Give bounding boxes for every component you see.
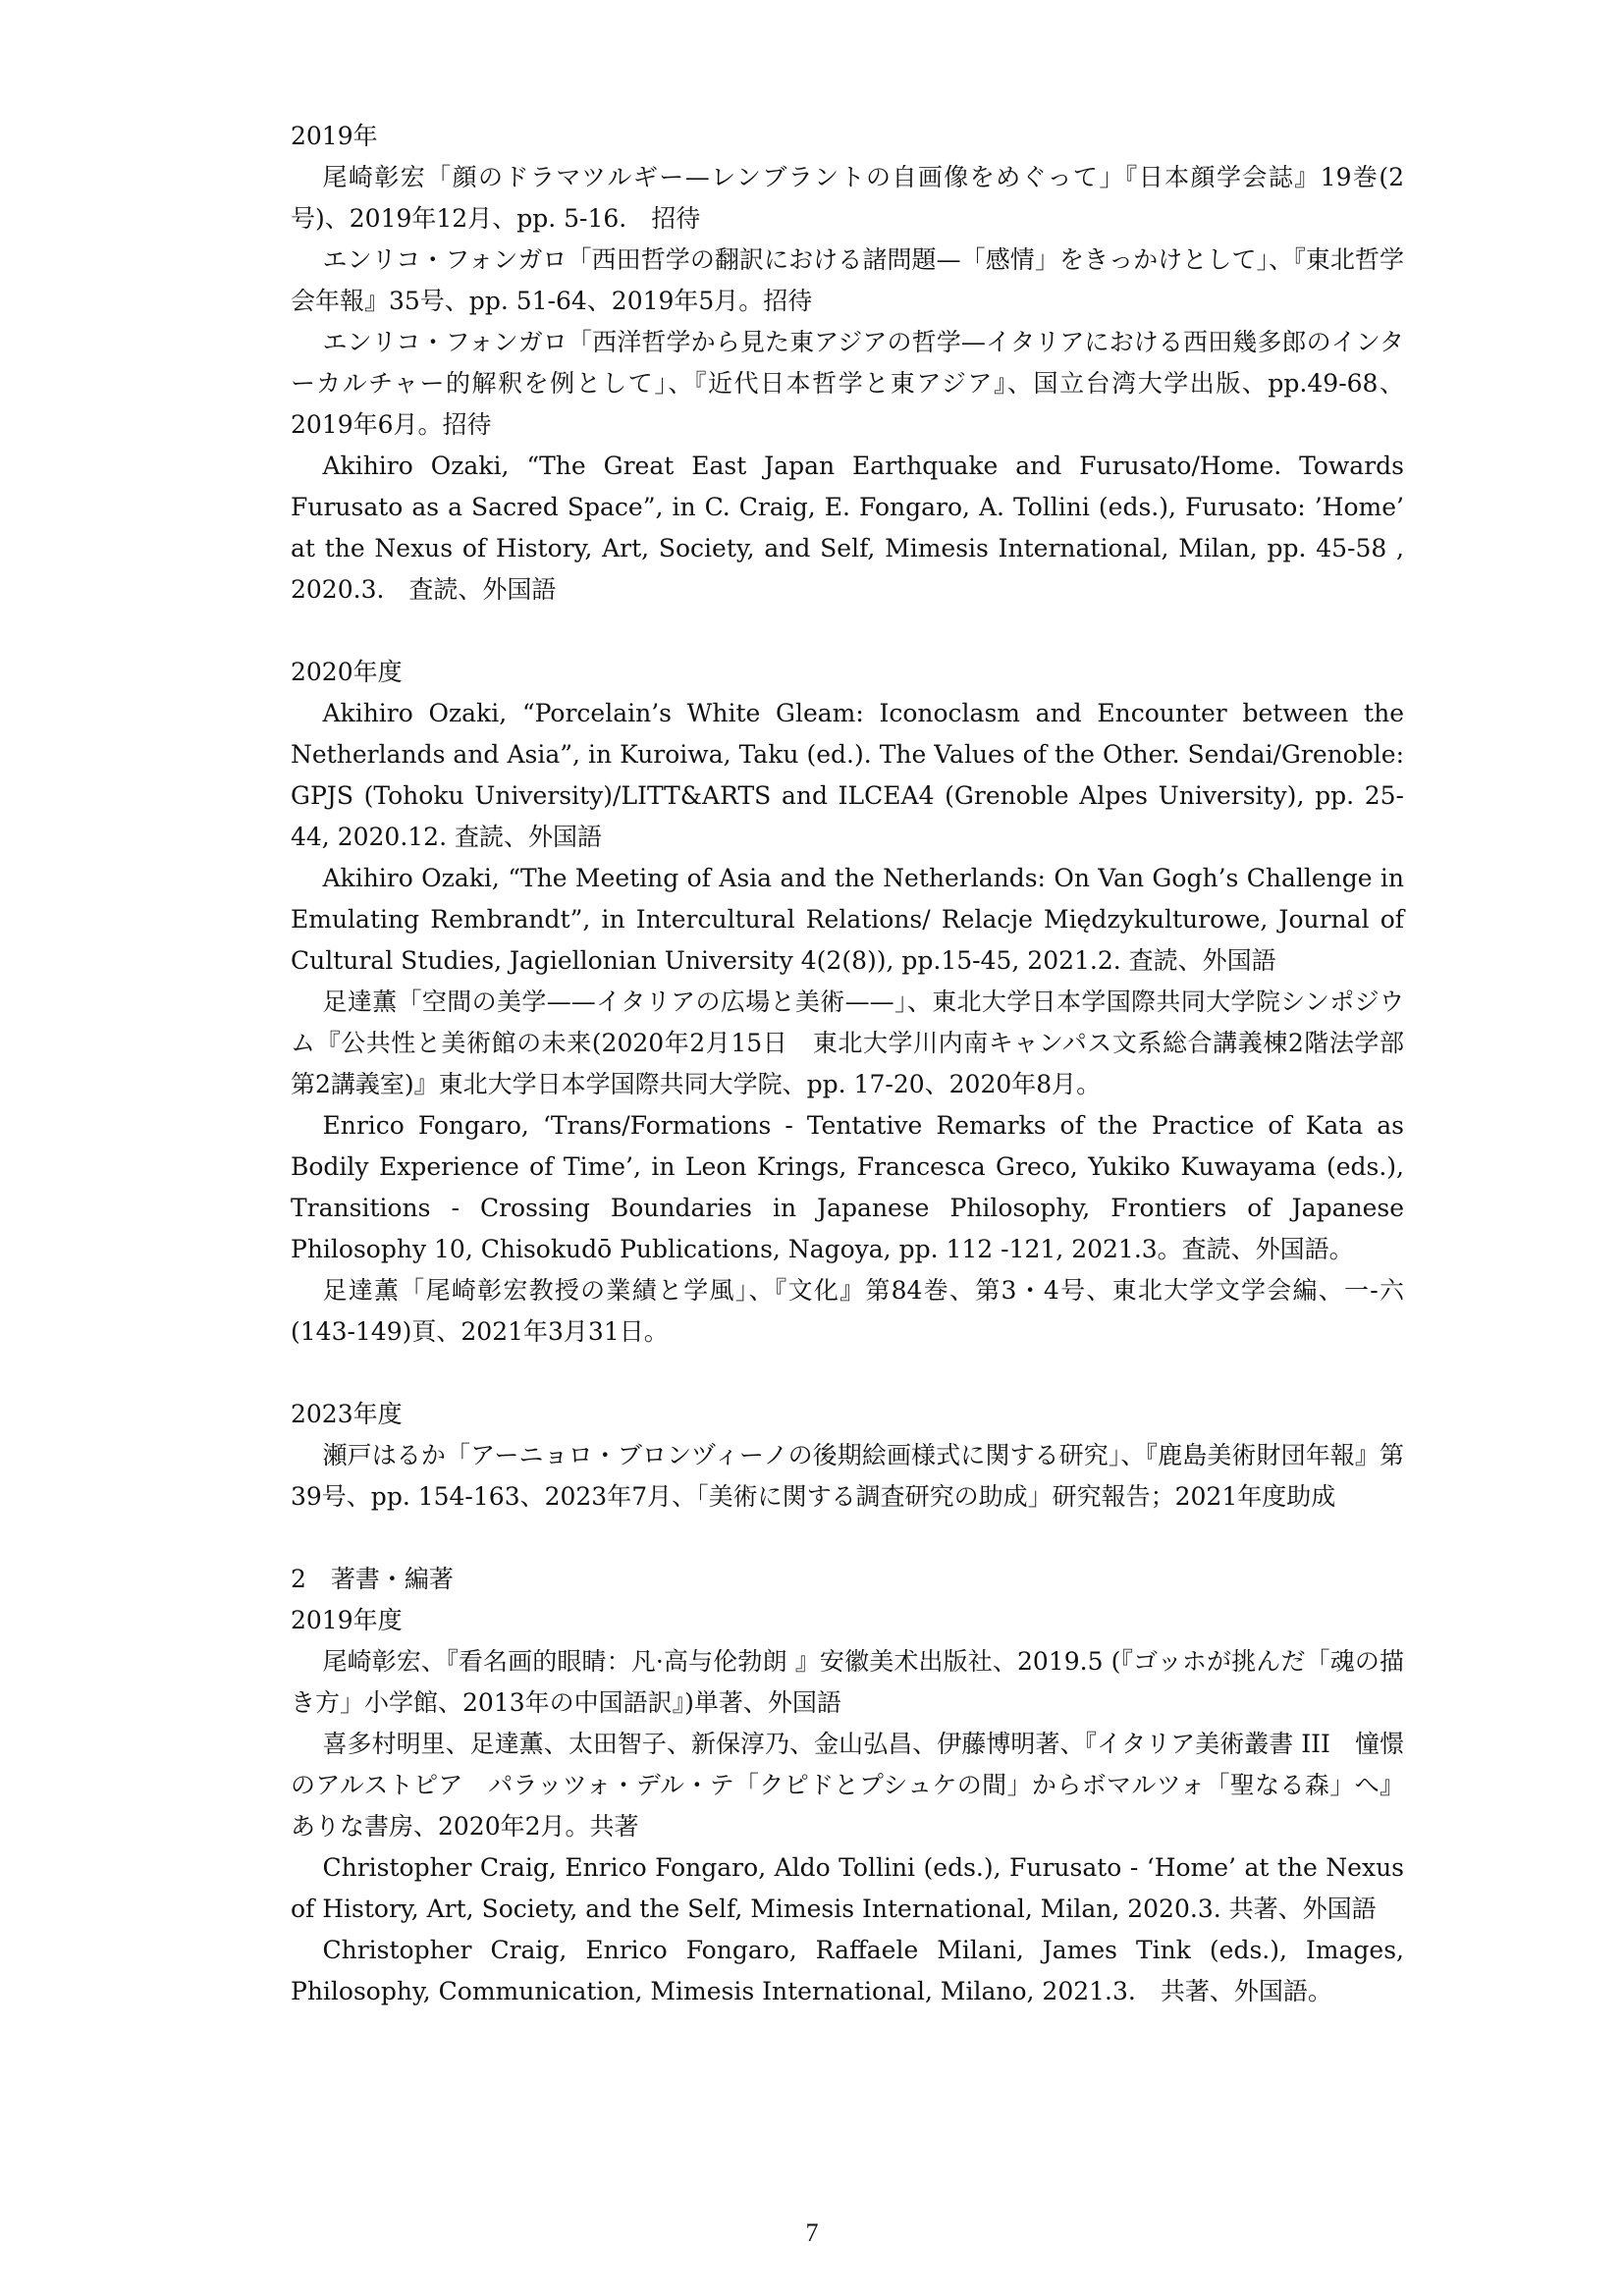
section-fy2020	[291, 652, 1404, 1353]
bibliography-entry: エンリコ・フォンガロ「西田哲学の翻訳における諸問題—「感情」をきっかけとして」、『東北哲学会年報』35号、pp. 51-64、2019年5月。招待	[291, 245, 1404, 315]
bibliography-entry: 尾崎彰宏、『看名画的眼睛：凡·高与伦勃朗 』安徽美术出版社、2019.5 (『ゴッホが挑んだ「魂の描き方」小学館、2013年の中国語訳』)単著、外国語	[291, 1647, 1404, 1717]
bibliography-entry: Christopher Craig, Enrico Fongaro, Aldo Tollini (eds.), Furusato - ‘Home’ at the Nexus of History, Art, Society, and the Self, Mimesis International, Milan, 2020.3. 共著、外国語	[291, 1853, 1404, 1923]
bibliography-entry: 足達薫「空間の美学——イタリアの広場と美術——」、東北大学日本学国際共同大学院シンポジウム『公共性と美術館の未来(2020年2月15日 東北大学川内南キャンパス文系総合講義棟2階法学部第2講義室)』東北大学日本学国際共同大学院、pp. 17-20、2020年8月。	[291, 988, 1404, 1098]
section-spacer	[291, 1353, 1404, 1394]
bibliography-entry: Enrico Fongaro, ‘Trans/Formations - Tentative Remarks of the Practice of Kata as Bodily Experience of Time’, in Leon Krings, Francesca Greco, Yukiko Kuwayama (eds.), Transitions - Crossing Boundaries in Japanese Philosophy, Frontiers of Japanese Philosophy 10, Chisokudō Publications, Nagoya, pp. 112 -121, 2021.3。査読、外国語。	[291, 1111, 1404, 1263]
bibliography-entry: 瀬戸はるか「アーニョロ・ブロンヅィーノの後期絵画様式に関する研究」、『鹿島美術財団年報』第39号、pp. 154-163、2023年7月、「美術に関する調査研究の助成」研究報告；2021年度助成	[291, 1441, 1404, 1511]
bibliography-entry: 尾崎彰宏「顔のドラマツルギー—レンブラントの自画像をめぐって」『日本顔学会誌』19巻(2号)、2019年12月、pp. 5-16. 招待	[291, 163, 1404, 233]
section-subheading: 2019年度	[291, 1606, 403, 1634]
bibliography-entry: Akihiro Ozaki, “The Meeting of Asia and the Netherlands: On Van Gogh’s Challenge in Emulating Rembrandt”, in Intercultural Relations/ Relacje Międzykulturowe, Journal of Cultural Studies, Jagiellonian University 4(2(8)), pp.15-45, 2021.2. 査読、外国語	[291, 864, 1404, 975]
section-spacer	[291, 1518, 1404, 1559]
bibliography-entry: 足達薫「尾崎彰宏教授の業績と学風」、『文化』第84巻、第3・4号、東北大学文学会編、一-六(143-149)頁、2021年3月31日。	[291, 1276, 1404, 1346]
bibliography-entry: エンリコ・フォンガロ「西洋哲学から見た東アジアの哲学—イタリアにおける西田幾多郎のインターカルチャー的解釈を例として」、『近代日本哲学と東アジア』、国立台湾大学出版、pp.49-68、2019年6月。招待	[291, 328, 1404, 439]
section-heading: 2 著書・編著	[291, 1565, 454, 1593]
bibliography-entry: 喜多村明里、足達薫、太田智子、新保淳乃、金山弘昌、伊藤博明著、『イタリア美術叢書 III 憧憬のアルストピア パラッツォ・デル・テ「クピドとプシュケの間」からボマルツォ「聖なる森」へ』ありな書房、2020年2月。共著	[291, 1730, 1404, 1841]
bibliography-entry: Christopher Craig, Enrico Fongaro, Raffaele Milani, James Tink (eds.), Images, Philosophy, Communication, Mimesis International, Milano, 2021.3. 共著、外国語。	[291, 1936, 1404, 2005]
page-number: 7	[805, 2218, 819, 2247]
section-heading: 2020年度	[291, 658, 403, 686]
section-fy2023	[291, 1394, 1404, 1518]
section-books	[291, 1559, 1404, 2012]
section-heading: 2019年	[291, 122, 378, 150]
section-heading: 2023年度	[291, 1400, 403, 1428]
bibliography-entry: Akihiro Ozaki, “The Great East Japan Earthquake and Furusato/Home. Towards Furusato as a Sacred Space”, in C. Craig, E. Fongaro, A. Tollini (eds.), Furusato: ’Home’ at the Nexus of History, Art, Society, and Self, Mimesis International, Milan, pp. 45-58 , 2020.3. 査読、外国語	[291, 452, 1404, 604]
section-2019	[291, 116, 1404, 611]
bibliography-entry: Akihiro Ozaki, “Porcelain’s White Gleam: Iconoclasm and Encounter between the Netherlands and Asia”, in Kuroiwa, Taku (ed.). The Values of the Other. Sendai/Grenoble: GPJS (Tohoku University)/LITT&ARTS and ILCEA4 (Grenoble Alpes University), pp. 25-44, 2020.12. 査読、外国語	[291, 699, 1404, 851]
section-spacer	[291, 611, 1404, 652]
document-body	[291, 116, 1404, 2012]
